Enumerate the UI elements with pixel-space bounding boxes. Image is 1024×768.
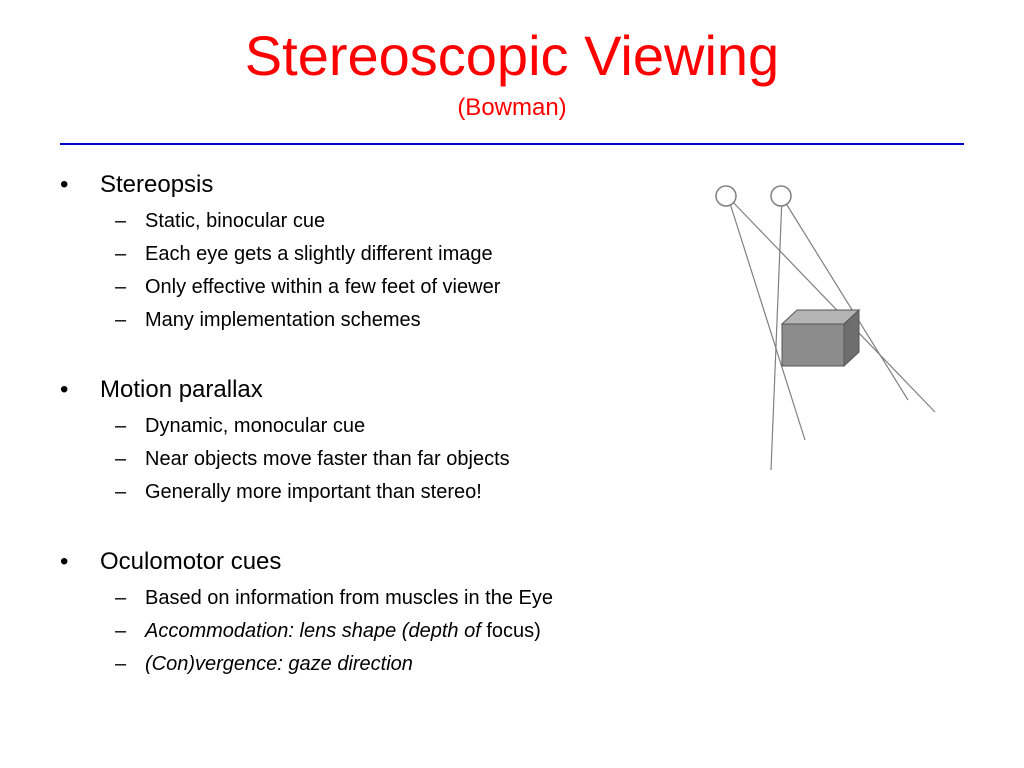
sub-marker: – xyxy=(115,448,127,470)
bullet-text: Motion parallax xyxy=(100,376,263,403)
right-eye-ray-1 xyxy=(771,197,782,470)
sub-marker: – xyxy=(115,587,127,609)
box-front-face xyxy=(782,324,844,366)
title-divider xyxy=(60,143,964,145)
left-eye-ray-2 xyxy=(728,197,935,412)
sub-marker: – xyxy=(115,309,127,331)
sub-text: focus) xyxy=(480,620,541,642)
right-eye-ray-2 xyxy=(782,197,908,400)
bullet-stereopsis xyxy=(60,170,213,200)
stereo-diagram xyxy=(700,175,950,480)
sub-text: Generally more important than stereo! xyxy=(145,481,482,503)
list-item xyxy=(115,241,493,267)
sub-text: Static, binocular cue xyxy=(145,210,326,232)
bullet-text: Stereopsis xyxy=(100,171,214,198)
list-item xyxy=(115,208,325,234)
page-title: Stereoscopic Viewing xyxy=(244,24,780,87)
sub-text-italic: Accommodation: lens shape (depth of xyxy=(145,620,481,642)
list-item xyxy=(115,307,421,333)
sub-marker: – xyxy=(115,276,127,298)
sub-text: Each eye gets a slightly different image xyxy=(145,243,493,265)
sub-marker: – xyxy=(115,415,127,437)
left-eye-icon xyxy=(716,186,736,206)
list-item xyxy=(115,479,482,505)
sub-marker: – xyxy=(115,653,127,675)
box-icon xyxy=(782,310,859,366)
list-item xyxy=(115,585,553,611)
sub-marker: – xyxy=(115,481,127,503)
bullet-marker: • xyxy=(60,548,69,575)
sub-marker: – xyxy=(115,243,127,265)
bullet-marker: • xyxy=(60,376,69,403)
sub-text: Only effective within a few feet of viewer xyxy=(145,276,501,298)
bullet-motion-parallax xyxy=(60,375,263,405)
sub-text: Dynamic, monocular cue xyxy=(145,415,366,437)
list-item xyxy=(115,618,541,644)
sub-text: Near objects move faster than far objects xyxy=(145,448,510,470)
sub-text-italic: (Con)vergence: gaze direction xyxy=(145,653,413,675)
right-eye-icon xyxy=(771,186,791,206)
page-subtitle: (Bowman) xyxy=(457,94,567,121)
list-item xyxy=(115,274,500,300)
list-item xyxy=(115,413,365,439)
bullet-text: Oculomotor cues xyxy=(100,548,282,575)
sub-marker: – xyxy=(115,210,127,232)
sub-marker: – xyxy=(115,620,127,642)
bullet-marker: • xyxy=(60,171,69,198)
sub-text: Many implementation schemes xyxy=(145,309,421,331)
list-item xyxy=(115,446,510,472)
list-item xyxy=(115,651,413,677)
bullet-oculomotor-cues xyxy=(60,547,281,577)
sub-text: Based on information from muscles in the Eye xyxy=(145,587,553,609)
